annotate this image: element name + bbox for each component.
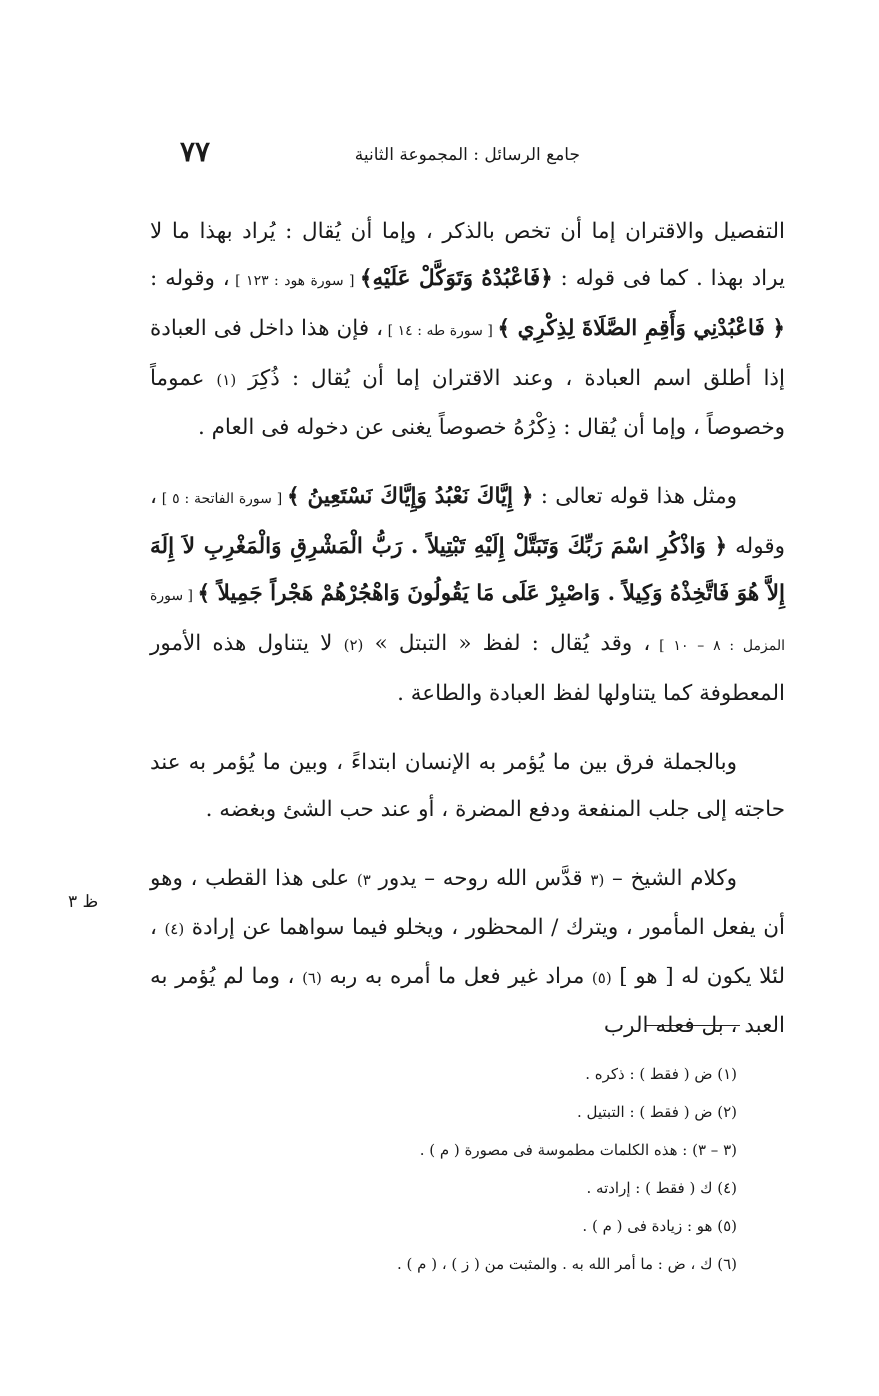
footnote-divider (645, 1025, 740, 1026)
body-text-run: ، وقد يُقال : لفظ « التبتل » (363, 631, 651, 656)
body-text-run: وبالجملة فرق بين ما يُؤمر به الإنسان ابتداءً ، وبين ما يُؤمر به عند حاجته إلى جلب المنفعة ودفع المضرة ، أو عند حب الشئ وبغضه . (150, 750, 785, 822)
margin-folio-note: ظ ٣ (68, 892, 99, 912)
quran-verse: ﴿فَاعْبُدْهُ وَتَوَكَّلْ عَلَيْهِ﴾ (359, 266, 553, 291)
verse-reference: [ سورة هود : ١٢٣ ] (229, 273, 360, 289)
header-title: جامع الرسائل : المجموعة الثانية (354, 145, 580, 165)
footnote-marker: (١) (216, 371, 237, 389)
body-text-run: مراد غير فعل ما أمره به ربه (321, 964, 592, 989)
footnote: (٤) ك ( فقط ) : إرادته . (586, 1179, 737, 1197)
footnote-marker: (٦) (302, 969, 322, 987)
footnote: (٢) ض ( فقط ) : التبتيل . (576, 1103, 737, 1121)
paragraph (150, 208, 785, 451)
running-header (150, 135, 790, 175)
body-text-run: ومثل هذا قوله تعالى : (533, 484, 737, 509)
verse-reference: [ سورة الفاتحة : ٥ ] (156, 491, 288, 507)
body-text-run: ، وقوله (150, 484, 785, 559)
verse-reference: [ سورة طه : ١٤ ] (383, 323, 498, 339)
footnote: (٦) ك ، ض : ما أمر الله به . والمثبت من ( ز ) ، ( م ) . (396, 1255, 737, 1273)
paragraph (150, 473, 785, 717)
footnote-marker: ٣) (356, 871, 371, 889)
page-number: ٧٧ (180, 135, 211, 168)
verse-reference: [ سورة المزمل : ٨ – ١٠ ] (150, 588, 785, 654)
quran-verse: ﴿ وَاذْكُرِ اسْمَ رَبِّكَ وَتَبَتَّلْ إِلَيْهِ تَبْتِيلاً . رَبُّ الْمَشْرِقِ وَالْمَغْرِبِ لاَ إِلَهَ إِلاَّ هُوَ فَاتَّخِذْهُ وَكِيلاً . وَاصْبِرْ عَلَى مَا يَقُولُونَ وَاهْجُرْهُمْ هَجْراً جَمِيلاً ﴾ (150, 534, 785, 606)
body-text-run: عموماً وخصوصاً ، وإما أن يُقال : ذِكْرُهُ خصوصاً يغنى عن دخوله فى العام . (150, 366, 785, 440)
body-text-run: التفصيل والاقتران إما أن تخص بالذكر ، وإما أن يُقال : يُراد بهذا ما لا يراد بهذا . كما فى قوله : (150, 219, 786, 291)
body-text-run: على هذا القطب ، وهو أن يفعل المأمور ، ويترك / المحظور ، ويخلو فيما سواهما عن إرادة (150, 866, 785, 940)
footnote: (٥) هو : زيادة فى ( م ) . (582, 1217, 737, 1235)
footnote: (١) ض ( فقط ) : ذكره . (585, 1065, 737, 1083)
body-text-run: وكلام الشيخ – (604, 866, 737, 891)
body-text-run: ، لئلا يكون له [ هو ] (150, 915, 785, 989)
quran-verse: ﴿ إِيَّاكَ نَعْبُدُ وَإِيَّاكَ نَسْتَعِينُ ﴾ (287, 484, 534, 509)
footnote: (٣ – ٣) : هذه الكلمات مطموسة فى مصورة ( م ) . (419, 1141, 737, 1159)
body-text-run: ، وما لم يُؤمر به العبد ، بل فعله الرب (150, 964, 785, 1038)
footnote-marker: (٥) (591, 969, 612, 987)
body-text-run: لا يتناول هذه الأمور المعطوفة كما يتناولها لفظ العبادة والطاعة . (150, 631, 785, 706)
footnote-marker: (٣ (590, 871, 605, 889)
footnotes (137, 1055, 737, 1283)
footnote-marker: (٤) (164, 920, 185, 938)
paragraph (150, 739, 785, 833)
body-text-run: قدَّس الله روحه – يدور (370, 866, 591, 891)
body-text-run: ، وقوله : (150, 266, 230, 291)
footnote-marker: (٢) (343, 636, 364, 654)
quran-verse: ﴿ فَاعْبُدْنِي وَأَقِمِ الصَّلَاةَ لِذِكْرِي ﴾ (497, 316, 785, 341)
body-text-run: ، فإن هذا داخل فى العبادة إذا أطلق اسم العبادة ، وعند الاقتران إما أن يُقال : ذُكِرَ (150, 316, 785, 391)
paragraph (150, 855, 785, 1049)
body-text (150, 208, 785, 1071)
